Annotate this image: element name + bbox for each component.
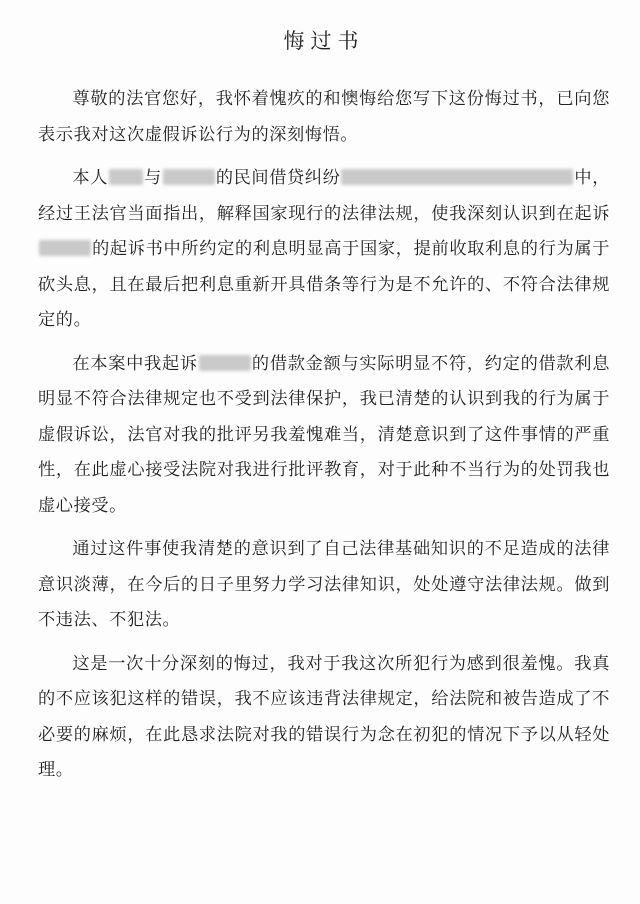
redacted-name-1 (109, 169, 143, 185)
document-title: 悔过书 (283, 29, 365, 53)
p2-text-d: 中，经过王法官当面指出，解释国家现行的法律法规，使我深刻认识到在起诉 (38, 168, 611, 224)
paragraph-2 (38, 161, 610, 339)
p2-text-b: 与 (144, 168, 162, 188)
p2-text-a: 本人 (72, 168, 108, 188)
redacted-name-4 (199, 355, 251, 371)
p2-text-c: 的民间借贷纠纷 (215, 168, 341, 188)
paragraph-1: 尊敬的法官您好，我怀着愧疚的和懊悔给您写下这份悔过书，已向您表示我对这次虚假诉讼行为的深刻悔悟。 (38, 89, 610, 145)
paragraph-4: 通过这件事使我清楚的意识到了自己法律基础知识的不足造成的法律意识淡薄，在今后的日子里努力学习法律知识，处处遵守法律法规。做到不违法、不犯法。 (38, 539, 610, 630)
p2-text-e: 的起诉书中所约定的利息明显高于国家，提前收取利息的行为属于砍头息，且在最后把利息重新开具借条等行为是不允许的、不符合法律规定的。 (38, 239, 610, 330)
p3-text-a: 在本案中我起诉 (72, 353, 198, 374)
p3-text-b: 的借款金额与实际明显不符，约定的借款利息明显不符合法律规定也不受到法律保护，我已清楚的认识到我的行为属于虚假诉讼，法官对我的批评另我羞愧难当，清楚意识到了这件事情的严重性，在此虚心接受法院对我进行批评教育，对于此种不当行为的处罚我也虚心接受。 (38, 353, 610, 516)
paragraph-5: 这是一次十分深刻的悔过，我对于我这次所犯行为感到很羞愧。我真的不应该犯这样的错误，我不应该违背法律规定，给法院和被告造成了不必要的麻烦，在此恳求法院对我的错误行为念在初犯的情况下予以从轻处理。 (38, 653, 610, 780)
paragraph-3 (38, 347, 610, 525)
redacted-case-number (341, 169, 573, 185)
redacted-name-3 (39, 240, 91, 256)
redacted-name-2 (163, 169, 215, 185)
